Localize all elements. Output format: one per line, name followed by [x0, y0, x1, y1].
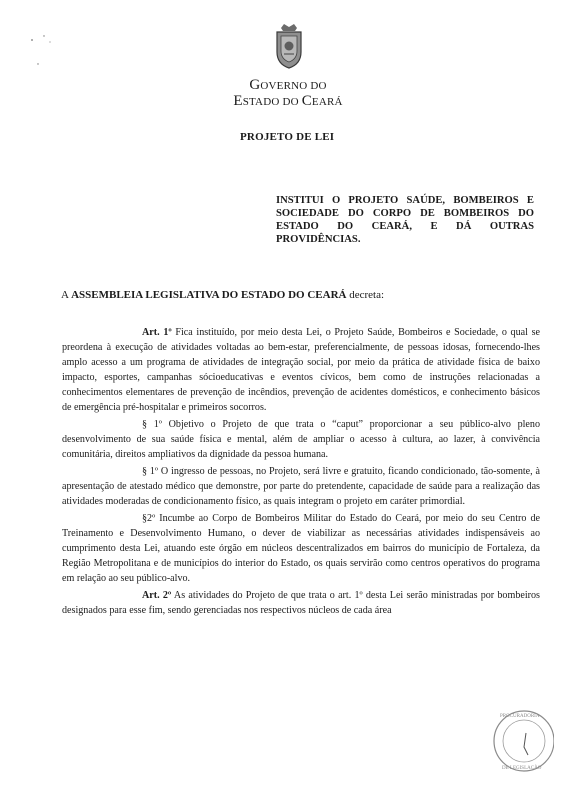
paragraph-1-admission: § 1º O ingresso de pessoas, no Projeto, será livre e gratuito, ficando condicionado, tão-somente, à apresentação de atestado médico que demonstre, por parte do pretendente, capacidade de saúde para a realização das atividades moderadas de condicionamento físico, as quais integram o projeto em caráter primordial. [62, 466, 540, 507]
state-coat-of-arms-icon [272, 22, 306, 70]
government-name: GOVERNO DO ESTADO DO CEARÁ [233, 77, 343, 109]
bill-body [62, 325, 540, 620]
paragraph-2-fire-department: §2º Incumbe ao Corpo de Bombeiros Militar do Estado do Ceará, por meio do seu Centro de Treinamento e Desenvolvimento Humano, o dever de viabilizar as necessárias atividades indispensáveis ao cumprimento desta Lei, atuando este órgão em núcleos descentralizados em bairros do município de Fortaleza, da Região Metropolitana e de municípios do interior do Estado, os quais servirão como centros operativos do programa em relação ao seu público-alvo. [62, 513, 540, 584]
enacting-clause: A ASSEMBLEIA LEGISLATIVA DO ESTADO DO CEARÁ decreta: [61, 289, 385, 301]
bill-summary: INSTITUI O PROJETO SAÚDE, BOMBEIROS E SOCIEDADE DO CORPO DE BOMBEIROS DO ESTADO DO CEARÁ, E DÁ OUTRAS PROVIDÊNCIAS. [276, 195, 534, 245]
scan-specks [28, 30, 68, 70]
article-1-paragraph: Art. 1º Fica instituído, por meio desta Lei, o Projeto Saúde, Bombeiros e Sociedade, o qual se preordena à execução de atividades voltadas ao bem-estar, preferencialmente, de pessoas idosas, fornecendo-lhes amplo acesso a um programa de atividades de integração social, por meio da prática de atividade física de baixo impacto, esportes, campanhas sócioeducativas e eventos cívicos, bem como de instruções relacionadas a conhecimentos elementares de prevenção de incêndios, prevenção de acidentes domésticos, e conhecimento básicos de emergência pré-hospitalar e primeiros socorros. [62, 327, 540, 413]
document-title: PROJETO DE LEI [240, 131, 335, 143]
paragraph-1-objective: § 1º Objetivo o Projeto de que trata o “caput” proporcionar a seu público-alvo pleno desenvolvimento de sua saúde física e mental, além de ampliar o acesso à cultura, ao lazer, à convivência comunitária, direitos ampliativos da dignidade da pessoa humana. [62, 419, 540, 460]
svg-text:PROCURADORIA: PROCURADORIA [500, 714, 540, 719]
svg-text:DE LEGISLAÇÃO: DE LEGISLAÇÃO [502, 766, 542, 771]
article-2-paragraph: Art. 2º As atividades do Projeto de que trata o art. 1º desta Lei serão ministradas por bombeiros designados para esse fim, sendo gerenciadas nos respectivos núcleos de cada área [62, 590, 540, 616]
protocol-stamp [486, 703, 554, 773]
